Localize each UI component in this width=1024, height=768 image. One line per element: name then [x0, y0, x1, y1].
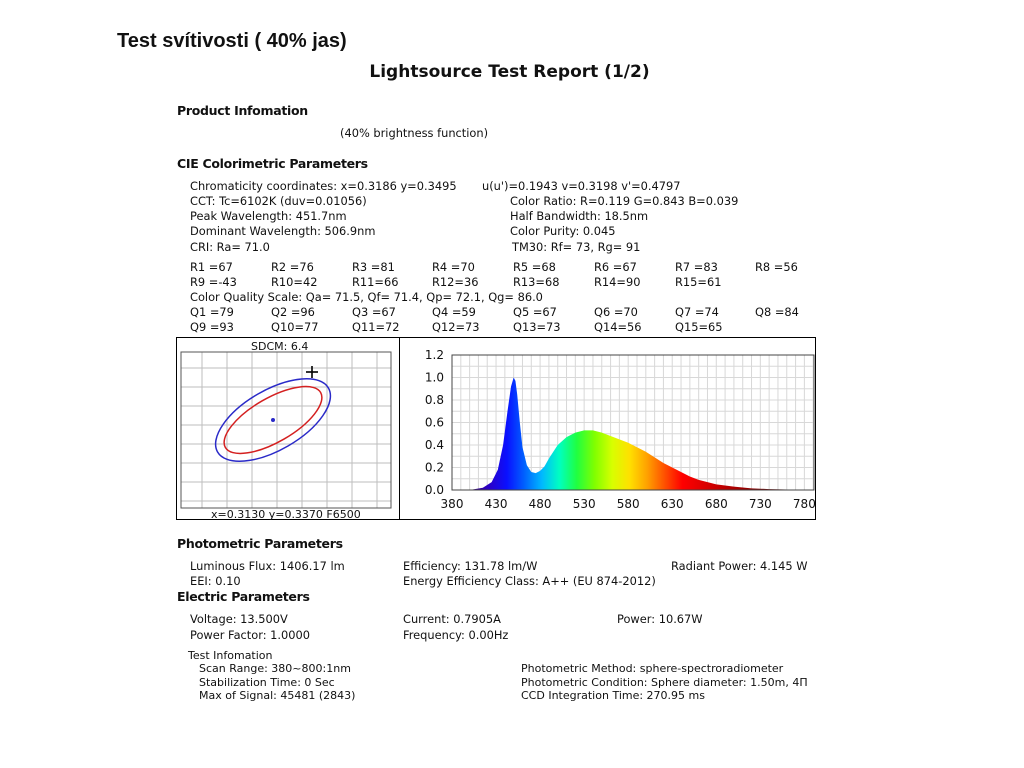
voltage: Voltage: 13.500V — [190, 612, 288, 626]
cie-heading: CIE Colorimetric Parameters — [177, 156, 368, 171]
sdcm-value: SDCM: 6.4 — [251, 340, 309, 353]
q2-value: Q2 =96 — [271, 305, 315, 319]
luminous-flux: Luminous Flux: 1406.17 lm — [190, 559, 345, 573]
y-tick-label: 0.6 — [424, 415, 444, 430]
max-signal: Max of Signal: 45481 (2843) — [199, 689, 356, 702]
q11-value: Q11=72 — [352, 320, 400, 334]
y-tick-label: 0.0 — [424, 483, 444, 497]
diagram-box — [176, 337, 816, 520]
x-tick-label: 730 — [748, 497, 772, 511]
q4-value: Q4 =59 — [432, 305, 476, 319]
cct-value: CCT: Tc=6102K (duv=0.01056) — [190, 194, 367, 208]
r4-value: R4 =70 — [432, 260, 475, 274]
tm30-value: TM30: Rf= 73, Rg= 91 — [512, 240, 641, 254]
cri-value: CRI: Ra= 71.0 — [190, 240, 270, 254]
r7-value: R7 =83 — [675, 260, 718, 274]
q7-value: Q7 =74 — [675, 305, 719, 319]
half-bandwidth: Half Bandwidth: 18.5nm — [510, 209, 649, 223]
r14-value: R14=90 — [594, 275, 641, 289]
photometric-condition: Photometric Condition: Sphere diameter: 1.50m, 4Π — [521, 676, 808, 689]
peak-wavelength: Peak Wavelength: 451.7nm — [190, 209, 347, 223]
y-tick-label: 0.8 — [424, 393, 444, 407]
color-quality-scale: Color Quality Scale: Qa= 71.5, Qf= 71.4, Qp= 72.1, Qg= 86.0 — [190, 290, 543, 304]
ccd-integration-time: CCD Integration Time: 270.95 ms — [521, 689, 705, 702]
x-tick-label: 780 — [792, 497, 816, 511]
r13-value: R13=68 — [513, 275, 560, 289]
power-factor: Power Factor: 1.0000 — [190, 628, 311, 642]
efficiency: Efficiency: 131.78 lm/W — [403, 559, 538, 573]
power: Power: 10.67W — [617, 612, 703, 626]
r3-value: R3 =81 — [352, 260, 395, 274]
q15-value: Q15=65 — [675, 320, 723, 334]
r1-value: R1 =67 — [190, 260, 233, 274]
r15-value: R15=61 — [675, 275, 722, 289]
r8-value: R8 =56 — [755, 260, 798, 274]
q1-value: Q1 =79 — [190, 305, 234, 319]
current: Current: 0.7905A — [403, 612, 501, 626]
y-tick-label: 0.2 — [424, 460, 444, 475]
photometric-method: Photometric Method: sphere-spectroradiometer — [521, 662, 784, 675]
scan-range: Scan Range: 380~800:1nm — [199, 662, 351, 675]
spectrum-chart — [400, 338, 816, 519]
r10-value: R10=42 — [271, 275, 318, 289]
energy-efficiency-class: Energy Efficiency Class: A++ (EU 874-2012) — [403, 574, 656, 588]
r12-value: R12=36 — [432, 275, 479, 289]
x-tick-label: 380 — [440, 497, 464, 511]
r9-value: R9 =-43 — [190, 275, 237, 289]
uv-coordinates: u(u')=0.1943 v=0.3198 v'=0.4797 — [482, 179, 681, 193]
r2-value: R2 =76 — [271, 260, 314, 274]
chromaticity-coordinates: Chromaticity coordinates: x=0.3186 y=0.3495 — [190, 179, 457, 193]
spectrum-panel — [400, 338, 816, 519]
reference-point — [271, 418, 275, 422]
r5-value: R5 =68 — [513, 260, 556, 274]
q14-value: Q14=56 — [594, 320, 642, 334]
sdcm-plot — [177, 338, 399, 519]
x-tick-label: 430 — [484, 497, 508, 511]
product-info-heading: Product Infomation — [177, 103, 308, 118]
x-tick-label: 580 — [616, 497, 640, 511]
reference-coordinates: x=0.3130 y=0.3370 F6500 — [211, 508, 361, 521]
y-tick-label: 1.2 — [424, 348, 444, 362]
r11-value: R11=66 — [352, 275, 399, 289]
q5-value: Q5 =67 — [513, 305, 557, 319]
sdcm-frame — [181, 352, 391, 508]
electric-heading: Electric Parameters — [177, 589, 310, 604]
report-title: Lightsource Test Report (1/2) — [369, 62, 650, 82]
radiant-power: Radiant Power: 4.145 W — [671, 559, 808, 573]
x-tick-label: 480 — [528, 497, 552, 511]
r6-value: R6 =67 — [594, 260, 637, 274]
x-tick-label: 680 — [704, 497, 728, 511]
frequency: Frequency: 0.00Hz — [403, 628, 509, 642]
test-info-heading: Test Infomation — [188, 649, 273, 662]
x-tick-label: 530 — [572, 497, 596, 511]
sdcm-panel — [177, 338, 400, 519]
dominant-wavelength: Dominant Wavelength: 506.9nm — [190, 224, 376, 238]
q8-value: Q8 =84 — [755, 305, 799, 319]
eei-value: EEI: 0.10 — [190, 574, 241, 588]
color-purity: Color Purity: 0.045 — [510, 224, 616, 238]
q6-value: Q6 =70 — [594, 305, 638, 319]
color-ratio: Color Ratio: R=0.119 G=0.843 B=0.039 — [510, 194, 739, 208]
y-tick-label: 1.0 — [424, 370, 444, 385]
q9-value: Q9 =93 — [190, 320, 234, 334]
page-heading: Test svítivosti ( 40% jas) — [117, 30, 347, 52]
stabilization-time: Stabilization Time: 0 Sec — [199, 676, 335, 689]
q3-value: Q3 =67 — [352, 305, 396, 319]
y-tick-label: 0.4 — [424, 438, 444, 452]
product-description: (40% brightness function) — [340, 126, 489, 140]
q13-value: Q13=73 — [513, 320, 561, 334]
x-tick-label: 630 — [660, 497, 684, 511]
photometric-heading: Photometric Parameters — [177, 536, 343, 551]
q12-value: Q12=73 — [432, 320, 480, 334]
q10-value: Q10=77 — [271, 320, 319, 334]
